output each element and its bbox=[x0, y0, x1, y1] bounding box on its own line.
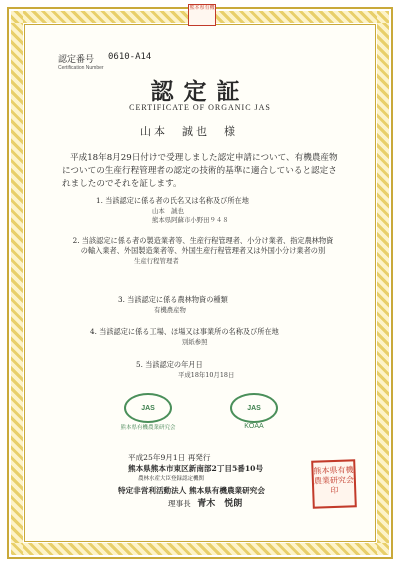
chairman-title: 理事長 bbox=[168, 499, 191, 508]
jas-logo-left-text: JAS bbox=[141, 404, 155, 412]
top-seal-text: 熊本県有機 bbox=[189, 5, 215, 11]
page-subtitle: CERTIFICATE OF ORGANIC JAS bbox=[129, 103, 271, 112]
item-3-value: 有機農産物 bbox=[154, 306, 186, 314]
chairman-name: 青木 悦朗 bbox=[197, 499, 243, 509]
issuer-registration: 農林水産大臣登録認定機関 bbox=[138, 476, 205, 482]
recipient-name: 山本 誠也 様 bbox=[140, 125, 238, 138]
jas-logo-right bbox=[226, 393, 282, 430]
item-1-value-name: 山本 誠也 bbox=[152, 207, 184, 215]
cert-number-label-en: Certification Number bbox=[58, 65, 104, 71]
item-2-title: 2. 当該認定に係る者の製造業者等、生産行程管理者、小分け業者、指定農林物資の輸入業者、外国製造業者等、外国生産行程管理者又は外国小分け業者の別 bbox=[72, 236, 334, 255]
issuer-org: 特定非営利活動法人 熊本県有機農業研究会 bbox=[118, 486, 265, 495]
item-5-title: 5. 当該認定の年月日 bbox=[136, 360, 203, 369]
item-4-value: 別紙参照 bbox=[182, 338, 208, 346]
item-4-title: 4. 当該認定に係る工場、ほ場又は事業所の名称及び所在地 bbox=[90, 327, 279, 336]
item-3 bbox=[118, 295, 338, 314]
official-seal-text: 熊本県有機農業研究会印 bbox=[313, 465, 355, 496]
item-5-value: 平成18年10月18日 bbox=[178, 371, 235, 379]
page-title: 認定証 bbox=[150, 78, 250, 105]
item-2-value: 生産行程管理者 bbox=[134, 257, 179, 265]
jas-logo-left-caption: 熊本県有機農業研究会 bbox=[120, 425, 176, 431]
item-1 bbox=[96, 196, 336, 224]
issuer-address: 熊本県熊本市東区新南部2丁目5番10号 bbox=[128, 464, 264, 473]
item-2 bbox=[72, 236, 334, 265]
jas-logo-right-text: JAS bbox=[247, 404, 261, 412]
item-4 bbox=[90, 327, 336, 346]
jas-leaf-icon bbox=[230, 393, 278, 423]
cert-number-value: 0610-A14 bbox=[108, 52, 152, 62]
certificate-body: 平成18年8月29日付けで受理しました認定申請について、有機農産物についての生産行程管理者の認定の技術的基準に適合していると認定されましたのでそれを証します。 bbox=[62, 153, 338, 189]
item-1-title: 1. 当該認定に係る者の氏名又は名称及び所在地 bbox=[96, 196, 249, 205]
item-3-title: 3. 当該認定に係る農林物資の種類 bbox=[118, 295, 228, 304]
jas-leaf-icon bbox=[124, 393, 172, 423]
top-seal-stamp bbox=[188, 4, 216, 26]
jas-logo-right-caption: KOAA bbox=[244, 423, 264, 430]
jas-logo-left bbox=[118, 393, 178, 431]
issue-date: 平成25年9月1日 再発行 bbox=[128, 453, 211, 462]
item-5 bbox=[136, 360, 336, 379]
issuer-block bbox=[118, 452, 318, 510]
cert-number-label: 認定番号 bbox=[58, 55, 95, 65]
official-seal-stamp bbox=[311, 459, 357, 509]
item-1-value-address: 熊本県阿蘇市小野田９４８ bbox=[152, 216, 229, 224]
